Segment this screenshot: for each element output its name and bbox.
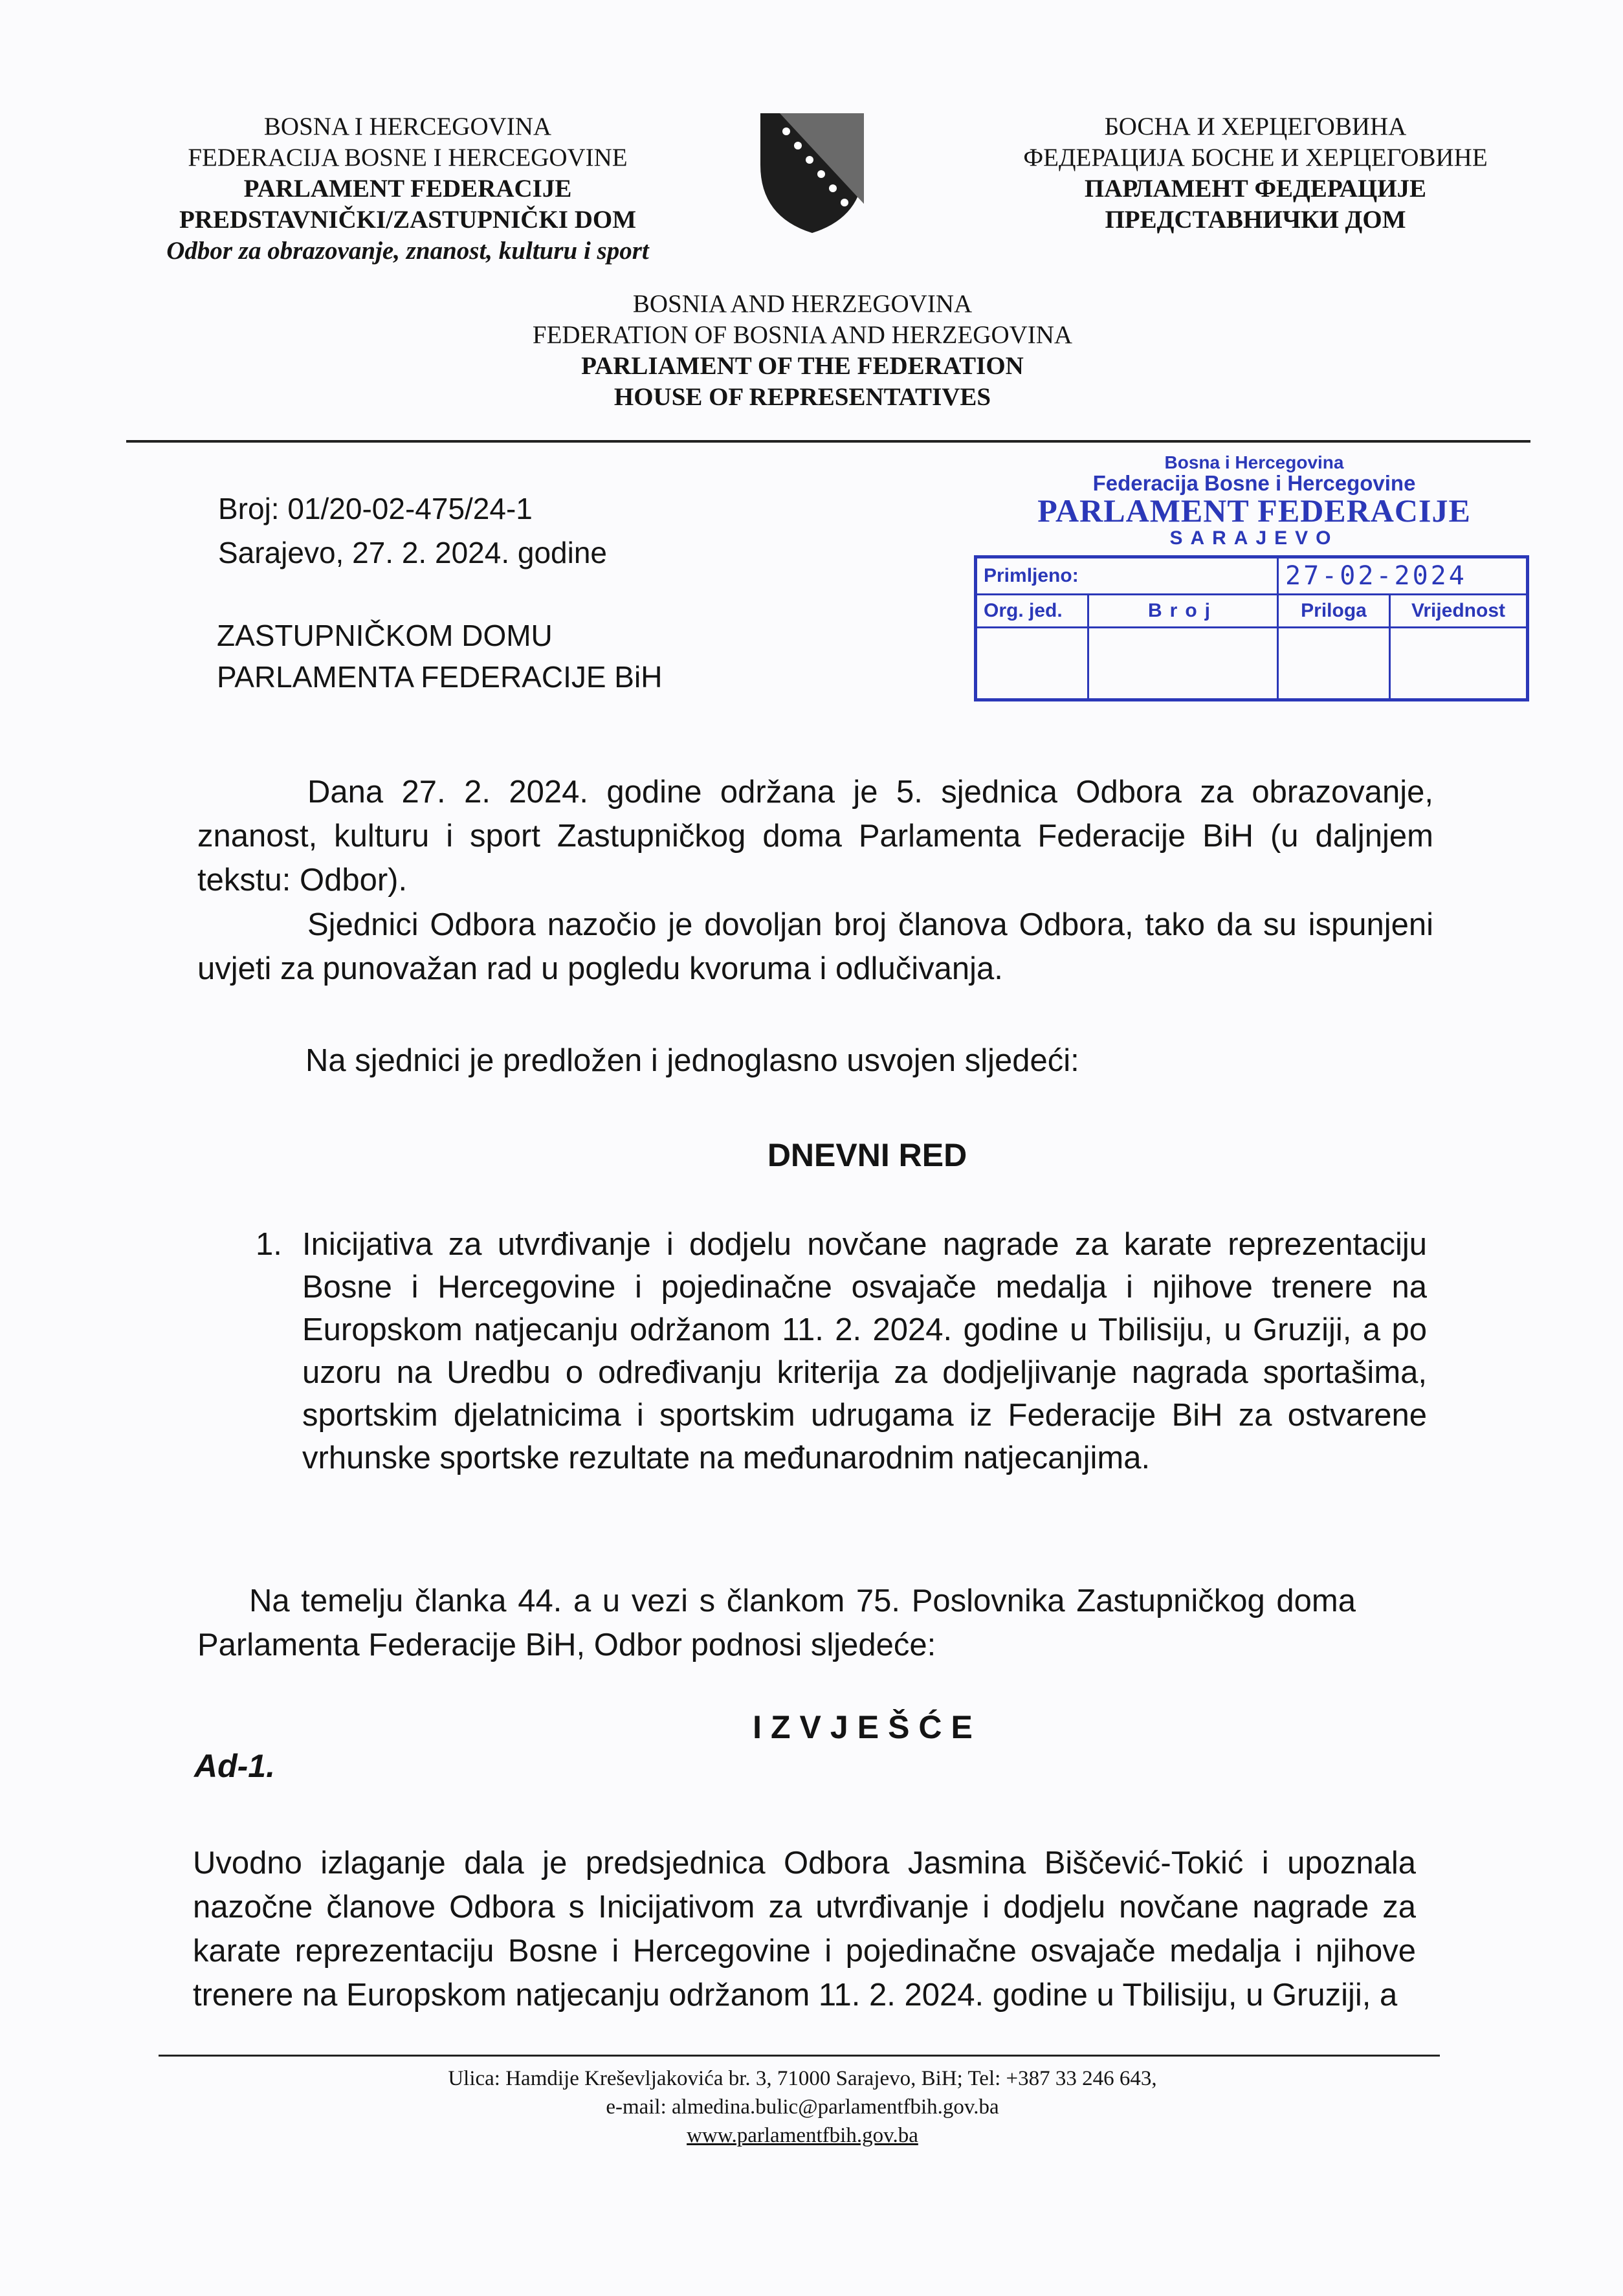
agenda-item-number: 1. — [256, 1227, 282, 1262]
header-center-line1: BOSNIA AND HERZEGOVINA — [632, 290, 973, 318]
paragraph-adopted: Na sjednici je predložen i jednoglasno usvojen sljedeći: — [305, 1043, 1079, 1078]
header-right-line3: ПАРЛАМЕНТ ФЕДЕРАЦИЈЕ — [1084, 175, 1427, 203]
header-left-line3: PARLAMENT FEDERACIJE — [243, 175, 572, 203]
stamp-line3: PARLAMENT FEDERACIJE — [1037, 492, 1471, 529]
stamp-col-broj: Broj — [1088, 595, 1278, 628]
header-center-line2: FEDERATION OF BOSNIA AND HERZEGOVINA — [532, 321, 1073, 349]
ad-label: Ad-1. — [194, 1748, 275, 1784]
footer-website-link[interactable]: www.parlamentfbih.gov.ba — [687, 2124, 918, 2147]
footer-block — [349, 2064, 1255, 2150]
agenda-title: DNEVNI RED — [767, 1137, 967, 1173]
paragraph-quorum: Sjednici Odbora nazočio je dovoljan broj članova Odbora, tako da su ispunjeni uvjeti za punovažan rad u pogledu kvoruma i odlučivanja. — [197, 907, 1433, 986]
stamp-col-org: Org. jed. — [976, 595, 1088, 628]
stamp-line2: Federacija Bosne i Hercegovine — [1092, 471, 1416, 495]
addressee-line2: PARLAMENTA FEDERACIJE BiH — [217, 660, 663, 694]
stamp-line1: Bosna i Hercegovina — [1164, 452, 1344, 472]
paragraph-legal-basis: Na temelju članka 44. a u vezi s člankom 75. Poslovnika Zastupničkog doma Parlamenta Federacije BiH, Odbor podnosi sljedeće: — [197, 1584, 1356, 1662]
header-left-line2: FEDERACIJA BOSNE I HERCEGOVINE — [188, 144, 628, 171]
header-center-block — [453, 289, 1152, 413]
header-right-line4: ПРЕДСТАВНИЧКИ ДОМ — [1105, 206, 1406, 234]
header-left-line1: BOSNA I HERCEGOVINA — [263, 113, 552, 140]
header-right-line1: БОСНА И ХЕРЦЕГОВИНА — [1104, 113, 1407, 140]
stamp-col-vrijednost: Vrijednost — [1390, 595, 1528, 628]
footer-address: Ulica: Hamdije Kreševljakovića br. 3, 71000 Sarajevo, BiH; Tel: +387 33 246 643, — [448, 2067, 1157, 2090]
received-stamp — [974, 453, 1534, 701]
reference-block — [218, 487, 607, 575]
paragraph-introduction: Uvodno izlaganje dala je predsjednica Odbora Jasmina Biščević-Tokić i upoznala nazočne članove Odbora s Inicijativom za utvrđivanje i dodjelu novčane nagrade za karate reprezentaciju Bosne i Hercegovine i pojedinačne osvajače medalja i njihove trenere na Europskom natjecanju održanom 11. 2. 2024. godine u Tbilisiju, u Gruziji, a — [193, 1846, 1416, 2013]
footer-divider — [159, 2055, 1440, 2057]
stamp-cell — [1278, 628, 1390, 700]
bih-coat-of-arms-icon — [754, 107, 870, 236]
report-title: IZVJEŠĆE — [753, 1709, 982, 1745]
header-right-block — [971, 111, 1540, 236]
header-center-line4: HOUSE OF REPRESENTATIVES — [613, 383, 991, 411]
stamp-line4: SARAJEVO — [1169, 527, 1339, 549]
stamp-cell — [1088, 628, 1278, 700]
agenda-item-text: Inicijativa za utvrđivanje i dodjelu novčane nagrade za karate reprezentaciju Bosne i Hercegovine i pojedinačne osvajače medalja i njihove trenere na Europskom natjecanju održanom 11. 2. 2024. godine u Tbilisiju, u Gruziji, a po uzoru na Uredbu o određivanju kriterija za dodjeljivanje nagrada sportašima, sportskim djelatnicima i sportskim udrugama iz Federacije BiH za ostvarene vrhunske sportske rezultate na međunarodnim natjecanjima. — [302, 1227, 1427, 1475]
reference-date: Sarajevo, 27. 2. 2024. godine — [218, 536, 608, 569]
header-left-block — [116, 111, 699, 267]
paragraph-session: Dana 27. 2. 2024. godine održana je 5. sjednica Odbora za obrazovanje, znanost, kulturu i sport Zastupničkog doma Parlamenta Federacije BiH (u daljnjem tekstu: Odbor). — [197, 775, 1433, 898]
stamp-table — [974, 555, 1529, 701]
stamp-cell — [1390, 628, 1528, 700]
stamp-cell — [976, 628, 1088, 700]
stamp-primljeno-date: 27-02-2024 — [1278, 557, 1528, 595]
stamp-col-priloga: Priloga — [1278, 595, 1390, 628]
addressee-block — [217, 615, 662, 698]
footer-email: e-mail: almedina.bulic@parlamentfbih.gov.ba — [606, 2095, 999, 2119]
addressee-line1: ZASTUPNIČKOM DOMU — [217, 619, 553, 652]
header-right-line2: ФЕДЕРАЦИЈА БОСНЕ И ХЕРЦЕГОВИНЕ — [1023, 144, 1488, 171]
header-divider — [126, 440, 1530, 443]
committee-name: Odbor za obrazovanje, znanost, kulturu i sport — [166, 237, 649, 265]
stamp-primljeno-label: Primljeno: — [976, 557, 1278, 595]
header-center-line3: PARLIAMENT OF THE FEDERATION — [581, 352, 1024, 380]
reference-number: Broj: 01/20-02-475/24-1 — [218, 492, 533, 525]
header-left-line4: PREDSTAVNIČKI/ZASTUPNIČKI DOM — [179, 206, 637, 234]
